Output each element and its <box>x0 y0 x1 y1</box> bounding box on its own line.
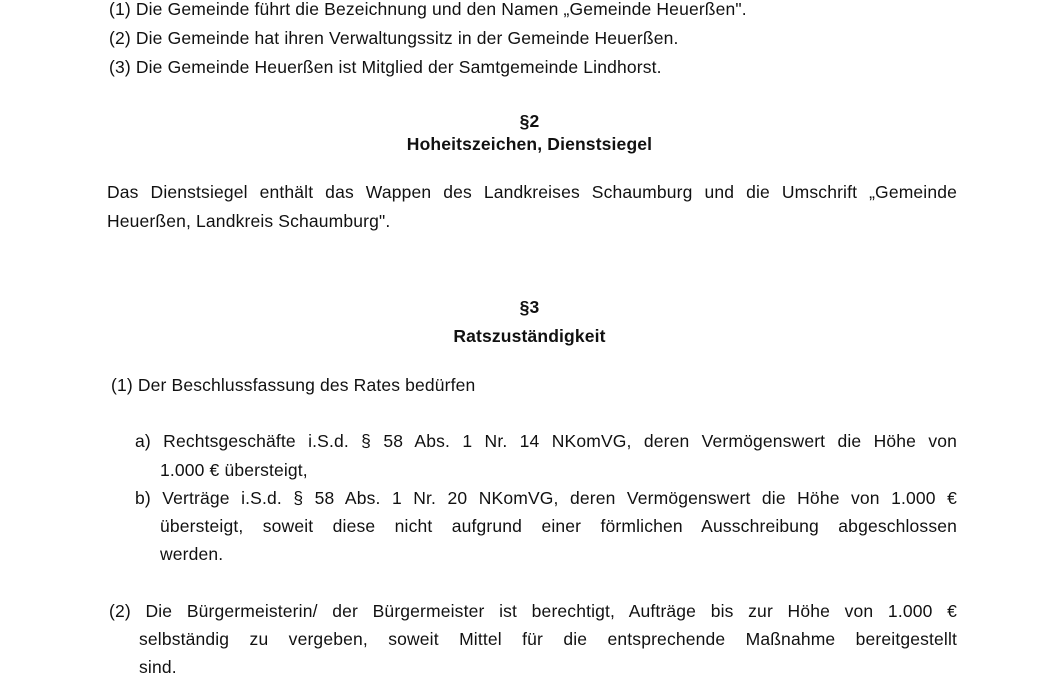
section-3-sub-b-line3: werden. <box>160 544 224 564</box>
section-3-sub-a-line1: a) Rechtsgeschäfte i.S.d. § 58 Abs. 1 Nr. 14 NKomVG, deren Vermögenswert die Höhe von <box>135 431 957 451</box>
section-2-text-line1: Das Dienstsiegel enthält das Wappen des Landkreises Schaumburg und die Umschrift „Gemeinde <box>107 182 957 202</box>
section-2-title: Hoheitszeichen, Dienstsiegel <box>406 134 653 154</box>
section-2-number: §2 <box>519 111 540 131</box>
section-2-text-line2: Heuerßen, Landkreis Schaumburg". <box>107 211 391 231</box>
section-3-number: §3 <box>519 297 540 317</box>
section-3-title: Ratszuständigkeit <box>453 326 606 346</box>
s1-item-2: (2) Die Gemeinde hat ihren Verwaltungssitz in der Gemeinde Heuerßen. <box>109 28 679 48</box>
section-3-sub-a-line2: 1.000 € übersteigt, <box>160 460 308 480</box>
section-3-sub-b-line2: übersteigt, soweit diese nicht aufgrund einer förmlichen Ausschreibung abgeschlossen <box>160 516 957 536</box>
section-3-item-1-intro: (1) Der Beschlussfassung des Rates bedürfen <box>111 375 476 395</box>
section-3-sub-b-line1: b) Verträge i.S.d. § 58 Abs. 1 Nr. 20 NKomVG, deren Vermögenswert die Höhe von 1.000 € <box>135 488 957 508</box>
section-3-item-2-line2: selbständig zu vergeben, soweit Mittel für die entsprechende Maßnahme bereitgestellt <box>139 629 957 649</box>
section-3-item-2-line3: sind. <box>139 657 177 677</box>
s1-item-3: (3) Die Gemeinde Heuerßen ist Mitglied der Samtgemeinde Lindhorst. <box>109 57 662 77</box>
s1-item-1: (1) Die Gemeinde führt die Bezeichnung und den Namen „Gemeinde Heuerßen". <box>109 0 747 19</box>
section-3-item-2-line1: (2) Die Bürgermeisterin/ der Bürgermeister ist berechtigt, Aufträge bis zur Höhe von 1.000 € <box>109 601 957 621</box>
